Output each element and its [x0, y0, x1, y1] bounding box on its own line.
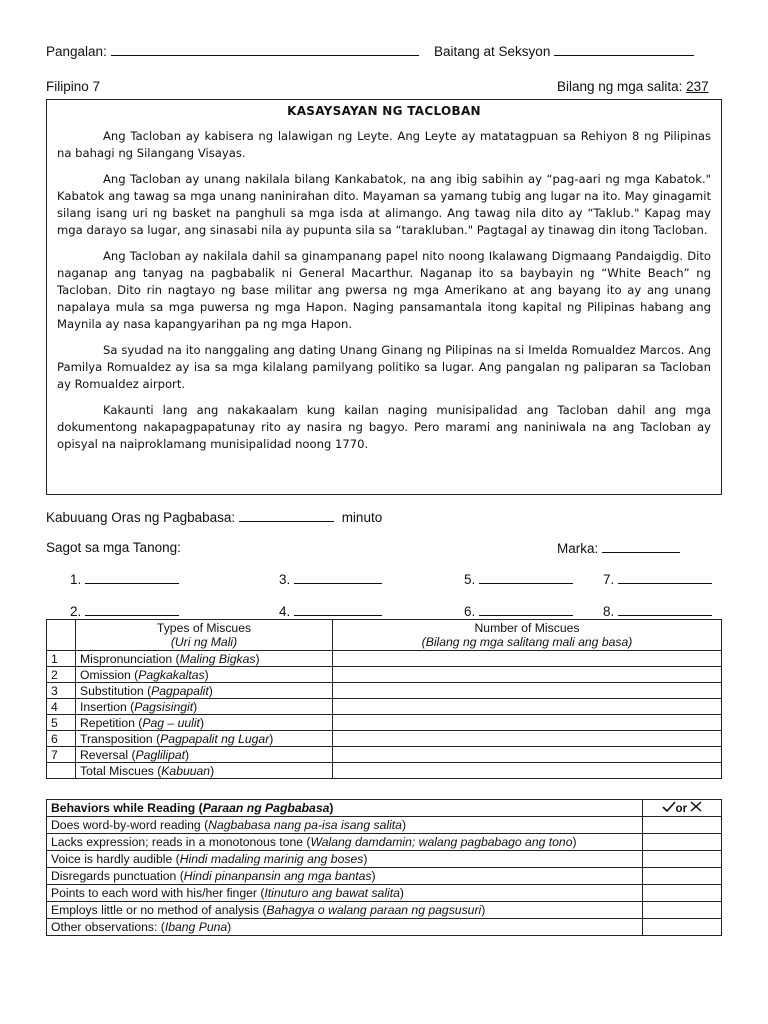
row-number: 3 [47, 683, 76, 699]
passage-body [57, 128, 711, 461]
miscue-type: Mispronunciation (Maling Bigkas) [76, 651, 333, 667]
miscue-fil: Pagkakaltas [138, 667, 205, 682]
miscue-count-header [333, 620, 722, 651]
answer-6[interactable] [464, 603, 573, 619]
miscue-type-header [76, 620, 333, 651]
miscue-header-row [47, 620, 722, 651]
grade-section-label: Baitang at Seksyon [434, 44, 551, 59]
answer-blank[interactable] [479, 571, 573, 584]
answer-blank[interactable] [479, 603, 573, 616]
row-number: 4 [47, 699, 76, 715]
table-row [47, 868, 722, 885]
name-label: Pangalan: [46, 44, 107, 59]
passage-title: KASAYSAYAN NG TACLOBAN [287, 104, 481, 118]
behavior-table [46, 799, 722, 936]
table-row [47, 699, 722, 715]
reading-time-blank[interactable] [239, 509, 334, 522]
behavior-item: Other observations: (Ibang Puna) [47, 919, 643, 936]
miscue-total-cell[interactable] [333, 763, 722, 779]
word-count [557, 79, 709, 94]
grade-section-field[interactable] [434, 43, 694, 59]
answer-number: 5. [464, 572, 476, 587]
total-en: Total Miscues [80, 763, 154, 778]
behavior-item: Does word-by-word reading (Nagbabasa nang pa-isa isang salita) [47, 817, 643, 834]
miscue-fil: Pag – uulit [142, 715, 200, 730]
miscue-count-cell[interactable] [333, 683, 722, 699]
miscue-en: Reversal [80, 747, 129, 762]
answer-number: 4. [279, 604, 291, 619]
miscue-fil: Pagpapalit ng Lugar [160, 731, 270, 746]
answer-3[interactable] [279, 571, 382, 587]
table-row [47, 731, 722, 747]
miscue-fil: Pagpapalit [151, 683, 209, 698]
behavior-check-cell[interactable] [643, 902, 722, 919]
row-number: 5 [47, 715, 76, 731]
behavior-fil: Ibang Puna [164, 920, 228, 934]
answer-blank[interactable] [294, 603, 382, 616]
row-number: 1 [47, 651, 76, 667]
score-label: Marka: [557, 541, 599, 556]
miscue-type-subtitle: (Uri ng Mali) [170, 635, 238, 649]
behavior-check-cell[interactable] [643, 851, 722, 868]
answer-number: 3. [279, 572, 291, 587]
miscue-type: Substitution (Pagpapalit) [76, 683, 333, 699]
answer-number: 6. [464, 604, 476, 619]
answer-number: 2. [70, 604, 82, 619]
behavior-header: Behaviors while Reading (Paraan ng Pagbabasa) [47, 800, 643, 817]
grade-section-blank[interactable] [554, 43, 694, 56]
total-row [47, 763, 722, 779]
total-fil: Kabuuan [161, 763, 211, 778]
behavior-item: Voice is hardly audible (Hindi madaling marinig ang boses) [47, 851, 643, 868]
miscue-table [46, 619, 722, 779]
behavior-item: Lacks expression; reads in a monotonous tone (Walang damdamin; walang pagbabago ang tono) [47, 834, 643, 851]
behavior-check-cell[interactable] [643, 885, 722, 902]
answer-8[interactable] [603, 603, 712, 619]
passage-paragraph: Kakaunti lang ang nakakaalam kung kailan naging munisipalidad ang Tacloban dahil ang mga dokumentong nakapagpapatunay rito ay nasira ng bagyo. Pero marami ang naniniwala na ang Tacloban ay opisyal na naiproklamang munisipalidad noong 1770. [57, 402, 711, 451]
miscue-type: Reversal (Paglilipat) [76, 747, 333, 763]
answer-blank[interactable] [85, 571, 179, 584]
check-icon [662, 801, 676, 815]
answer-number: 8. [603, 604, 615, 619]
reading-time-unit: minuto [341, 510, 383, 525]
table-row [47, 919, 722, 936]
behavior-check-cell[interactable] [643, 919, 722, 936]
name-field[interactable] [46, 43, 419, 59]
miscue-en: Repetition [80, 715, 135, 730]
table-row [47, 715, 722, 731]
answer-5[interactable] [464, 571, 573, 587]
answer-2[interactable] [70, 603, 179, 619]
behavior-en: Voice is hardly audible [51, 852, 173, 866]
answer-blank[interactable] [85, 603, 179, 616]
miscue-count-cell[interactable] [333, 651, 722, 667]
miscue-type: Omission (Pagkakaltas) [76, 667, 333, 683]
miscue-en: Mispronunciation [80, 651, 173, 666]
answer-blank[interactable] [294, 571, 382, 584]
behavior-fil: Itinuturo ang bawat salita [264, 886, 400, 900]
miscue-count-title: Number of Miscues [474, 621, 580, 635]
table-row [47, 817, 722, 834]
word-count-value: 237 [686, 79, 709, 94]
check-or-label: or [675, 802, 688, 815]
miscue-count-cell[interactable] [333, 715, 722, 731]
cross-icon [690, 801, 702, 815]
row-number: 6 [47, 731, 76, 747]
table-row [47, 851, 722, 868]
behavior-en: Other observations: [51, 920, 158, 934]
miscue-type: Transposition (Pagpapalit ng Lugar) [76, 731, 333, 747]
name-blank[interactable] [111, 43, 419, 56]
passage-paragraph: Ang Tacloban ay kabisera ng lalawigan ng Leyte. Ang Leyte ay matatagpuan sa Rehiyon 8 ng Pilipinas na bahagi ng Silangang Visayas. [57, 129, 711, 161]
answers-label: Sagot sa mga Tanong: [46, 540, 181, 555]
answer-number: 7. [603, 572, 615, 587]
reading-time-field[interactable] [46, 509, 382, 525]
behavior-header-row [47, 800, 722, 817]
behavior-en: Does word-by-word reading [51, 818, 201, 832]
behavior-item: Employs little or no method of analysis (Bahagya o walang paraan ng pagsusuri) [47, 902, 643, 919]
miscue-en: Substitution [80, 683, 144, 698]
miscue-fil: Maling Bigkas [179, 651, 256, 666]
row-number: 2 [47, 667, 76, 683]
passage-paragraph: Ang Tacloban ay nakilala dahil sa ginampanang papel nito noong Ikalawang Digmaang Pandaigdig. Dito naganap ang tanyag na pagbabalik ni General Macarthur. Naganap ito sa baybayin ng “White Beach” ng Tacloban. Dito rin nagtayo ng base militar ang pwersa ng mga Amerikano at ang bayang ito ay ang unang napalaya mula sa mga puwersa ng mga Hapon. Naging pansamantala itong kapital ng Pilipinas habang ang Maynila ay nasa kapangyarihan pa ng mga Hapon. [57, 248, 711, 332]
behavior-fil: Nagbabasa nang pa-isa isang salita [208, 818, 402, 832]
header-num-cell [47, 620, 76, 651]
passage-paragraph: Ang Tacloban ay unang nakilala bilang Kankabatok, na ang ibig sabihin ay “pag-aari ng mga Kabatok." Kabatok ang tawag sa mga unang naninirahan dito. Mayaman sa yamang tubig ang lugar na ito. May ginagamit silang isang uri ng basket na panghuli sa mga isda at alimango. Ang tawag nila dito ay “Taklub." Kapag may mga darayo sa lugar, ang sinasabi nila ay pupunta sila sa “tarakluban." Pagtagal ay tinawag din itong Tacloban. [57, 171, 711, 238]
word-count-label: Bilang ng mga salita: [557, 79, 683, 94]
table-row [47, 651, 722, 667]
answer-blank[interactable] [618, 603, 712, 616]
answer-1[interactable] [70, 571, 179, 587]
answer-7[interactable] [603, 571, 712, 587]
behavior-fil: Hindi pinanpansin ang mga bantas [183, 869, 372, 883]
subject-label: Filipino 7 [46, 79, 101, 94]
behavior-en: Lacks expression; reads in a monotonous tone [51, 835, 304, 849]
reading-time-label: Kabuuang Oras ng Pagbabasa: [46, 510, 236, 525]
passage-box [46, 99, 722, 495]
behavior-header-en: Behaviors while Reading [51, 801, 196, 815]
table-row [47, 747, 722, 763]
score-blank[interactable] [602, 540, 680, 553]
miscue-en: Omission [80, 667, 131, 682]
table-row [47, 834, 722, 851]
behavior-header-fil: Paraan ng Pagbabasa [202, 801, 330, 815]
passage-paragraph: Sa syudad na ito nanggaling ang dating Unang Ginang ng Pilipinas na si Imelda Romualdez Marcos. Ang Pamilya Romualdez ay isa sa mga kilalang pamilyang politiko sa lugar. Ang pangalan ng paliparan sa Tacloban ay Romualdez airport. [57, 342, 711, 392]
miscue-count-cell[interactable] [333, 747, 722, 763]
behavior-en: Disregards punctuation [51, 869, 177, 883]
table-row [47, 902, 722, 919]
miscue-count-cell[interactable] [333, 731, 722, 747]
miscue-total: Total Miscues (Kabuuan) [76, 763, 333, 779]
miscue-count-cell[interactable] [333, 699, 722, 715]
miscue-type-title: Types of Miscues [156, 621, 252, 635]
miscue-count-subtitle: (Bilang ng mga salitang mali ang basa) [421, 635, 633, 649]
behavior-fil: Walang damdamin; walang pagbabago ang tono [310, 835, 573, 849]
table-row [47, 667, 722, 683]
behavior-en: Points to each word with his/her finger [51, 886, 257, 900]
miscue-en: Transposition [80, 731, 153, 746]
miscue-fil: Pagsisingit [134, 699, 194, 714]
answer-4[interactable] [279, 603, 382, 619]
table-row [47, 885, 722, 902]
miscue-type: Repetition (Pag – uulit) [76, 715, 333, 731]
miscue-type: Insertion (Pagsisingit) [76, 699, 333, 715]
behavior-item: Disregards punctuation (Hindi pinanpansin ang mga bantas) [47, 868, 643, 885]
behavior-check-cell[interactable] [643, 817, 722, 834]
miscue-en: Insertion [80, 699, 127, 714]
behavior-fil: Hindi madaling marinig ang boses [179, 852, 364, 866]
row-number: 7 [47, 747, 76, 763]
behavior-en: Employs little or no method of analysis [51, 903, 259, 917]
miscue-count-cell[interactable] [333, 667, 722, 683]
answer-blank[interactable] [618, 571, 712, 584]
check-column-header [643, 800, 722, 817]
behavior-item: Points to each word with his/her finger (Itinuturo ang bawat salita) [47, 885, 643, 902]
behavior-check-cell[interactable] [643, 868, 722, 885]
row-number [47, 763, 76, 779]
miscue-fil: Paglilipat [135, 747, 186, 762]
score-field[interactable] [557, 540, 680, 556]
answer-number: 1. [70, 572, 82, 587]
table-row [47, 683, 722, 699]
behavior-check-cell[interactable] [643, 834, 722, 851]
behavior-fil: Bahagya o walang paraan ng pagsusuri [266, 903, 482, 917]
